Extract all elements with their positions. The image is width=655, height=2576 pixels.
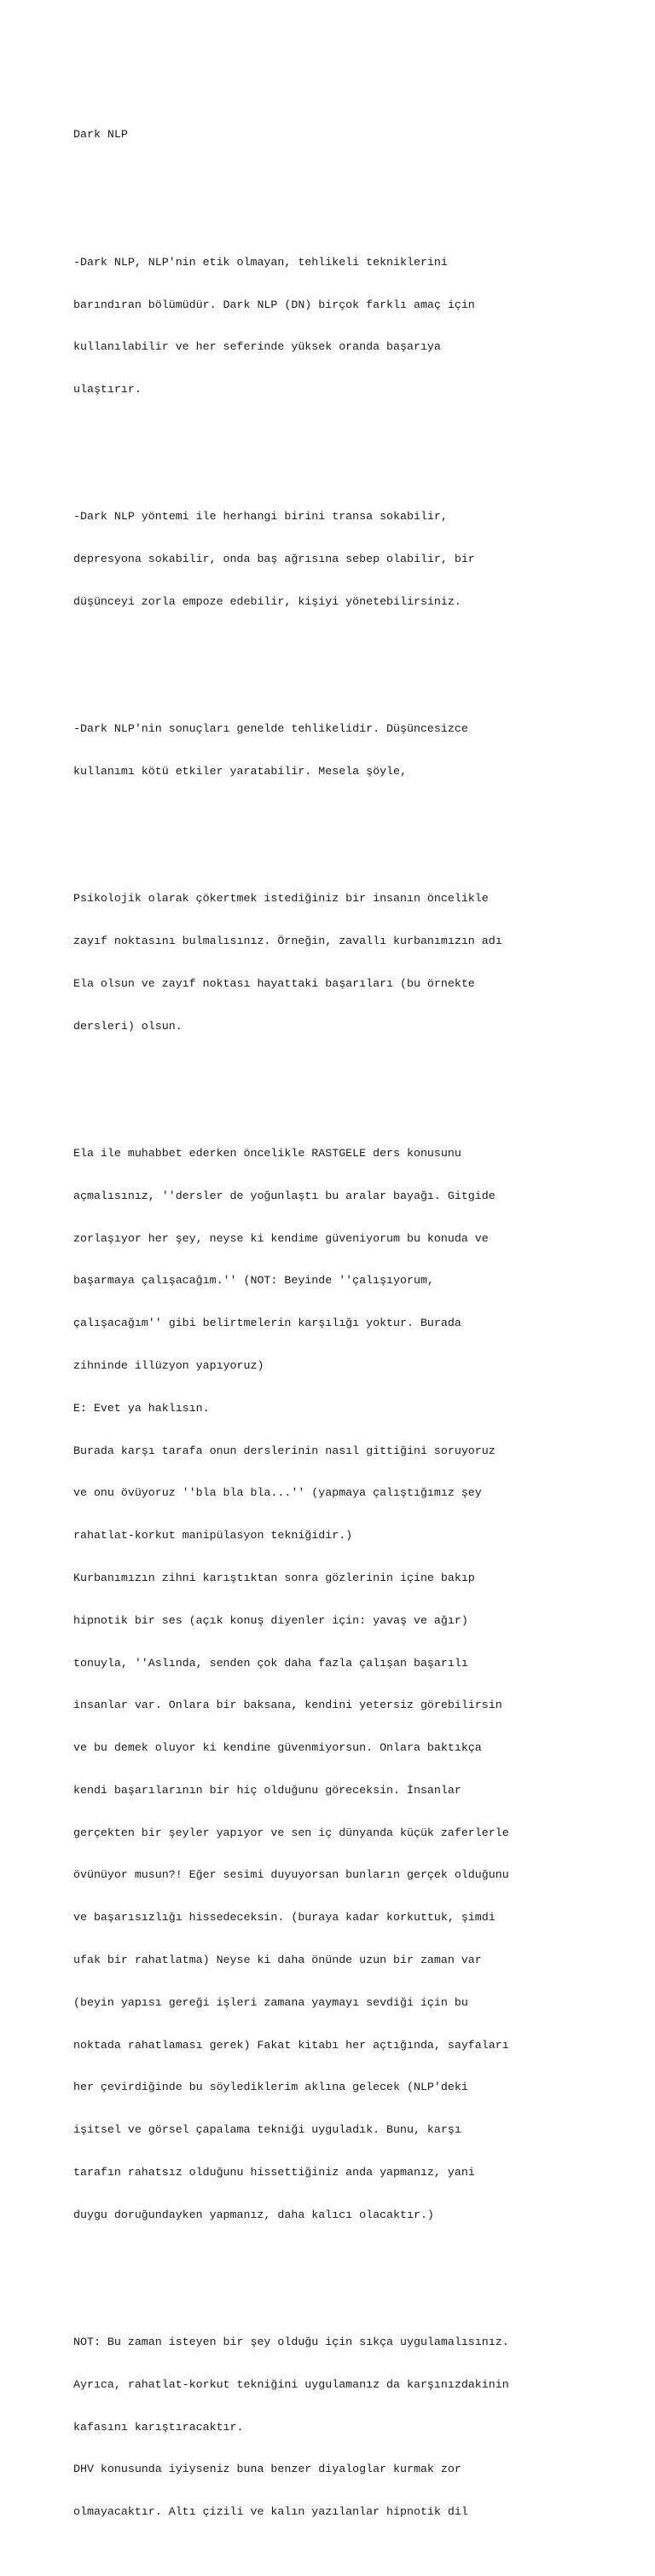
text-line: Burada karşı tarafa onun derslerinin nasıl gittiğini soruyoruz (73, 1444, 496, 1457)
text-line: çalışacağım'' gibi belirtmelerin karşılığı yoktur. Burada (73, 1317, 461, 1330)
text-line: -Dark NLP yöntemi ile herhangi birini transa sokabilir, (73, 510, 448, 524)
text-line: Psikolojik olarak çökertmek istediğiniz bir insanın öncelikle (73, 892, 489, 906)
document-title: Dark NLP (73, 128, 128, 142)
text-line: -Dark NLP, NLP'nin etik olmayan, tehlikeli tekniklerini (73, 255, 448, 269)
text-line: ve onu övüyoruz ''bla bla bla...'' (yapmaya çalıştığımız şey (73, 1486, 482, 1500)
paragraph-3 (73, 694, 653, 808)
text-line: tonuyla, ''Aslında, senden çok daha fazla çalışan başarılı (73, 1656, 468, 1670)
text-line: olmayacaktır. Altı çizili ve kalın yazılanlar hipnotik dil (73, 2505, 468, 2519)
text-line: ulaştırır. (73, 383, 142, 397)
document-title-block (73, 100, 653, 171)
text-line: kendi başarılarının bir hiç olduğunu göreceksin. İnsanlar (73, 1783, 461, 1797)
text-line: barındıran bölümüdür. Dark NLP (DN) birçok farklı amaç için (73, 298, 475, 311)
text-line: işitsel ve görsel çapalama tekniği uyguladık. Bunu, karşı (73, 2123, 461, 2137)
paragraph-4 (73, 864, 653, 1062)
text-line: ve başarısızlığı hissedeceksin. (buraya kadar korkuttuk, şimdi (73, 1911, 496, 1925)
text-line: Ela olsun ve zayıf noktası hayattaki başarıları (bu örnekte (73, 977, 475, 990)
text-line: NOT: Bu zaman isteyen bir şey olduğu için sıkça uygulamalısınız. (73, 2336, 509, 2348)
text-line: kafasını karıştıracaktır. (73, 2420, 244, 2434)
text-line: zihninde illüzyon yapıyoruz) (73, 1359, 264, 1373)
text-line: insanlar var. Onlara bir baksana, kendini yetersiz görebilirsin (73, 1699, 502, 1712)
paragraph-1 (73, 228, 653, 425)
text-line: her çevirdiğinde bu söylediklerim aklına gelecek (NLP'deki (73, 2081, 468, 2094)
text-line: zorlaşıyor her şey, neyse ki kendime güveniyorum bu konuda ve (73, 1231, 489, 1245)
text-line: zayıf noktasını bulmalısınız. Örneğin, zavallı kurbanımızın adı (73, 935, 502, 948)
text-line: açmalısınız, ''dersler de yoğunlaştı bu aralar bayağı. Gitgide (73, 1189, 496, 1202)
text-line: ve bu demek oluyor ki kendine güvenmiyorsun. Onlara baktıkça (73, 1741, 482, 1755)
text-line: noktada rahatlaması gerek) Fakat kitabı her açtığında, sayfaları (73, 2038, 509, 2052)
paragraph-6 (73, 2307, 653, 2548)
text-line: kullanılabilir ve her seferinde yüksek oranda başarıya (73, 340, 441, 354)
text-line: (beyin yapısı gereği işleri zamana yaymayı sevdiği için bu (73, 1995, 468, 2009)
text-line: Ayrıca, rahatlat-korkut tekniğini uygulamanız da karşınızdakinin (73, 2377, 509, 2391)
text-line: E: Evet ya haklısın. (73, 1401, 210, 1415)
text-line: düşünceyi zorla empoze edebilir, kişiyi yönetebilirsiniz. (73, 594, 461, 608)
text-line: başarmaya çalışacağım.'' (NOT: Beyinde ''çalışıyorum, (73, 1274, 434, 1288)
text-line: hipnotik bir ses (açık konuş diyenler için: yavaş ve ağır) (73, 1613, 468, 1627)
text-line: ufak bir rahatlatma) Neyse ki daha önünde uzun bir zaman var (73, 1953, 482, 1966)
paragraph-2 (73, 482, 653, 638)
text-line: rahatlat-korkut manipülasyon tekniğidir.) (73, 1529, 353, 1543)
document-body (73, 72, 653, 2576)
text-line: gerçekten bir şeyler yapıyor ve sen iç dünyanda küçük zaferlerle (73, 1826, 509, 1839)
text-line: duygu doruğundayken yapmanız, daha kalıcı olacaktır.) (73, 2208, 434, 2221)
text-line: depresyona sokabilir, onda baş ağrısına sebep olabilir, bir (73, 553, 475, 566)
text-line: DHV konusunda iyiyseniz buna benzer diyaloglar kurmak zor (73, 2463, 461, 2476)
text-line: Kurbanımızın zihni karıştıktan sonra gözlerinin içine bakıp (73, 1571, 475, 1584)
text-line: övünüyor musun?! Eğer sesimi duyuyorsan bunların gerçek olduğunu (73, 1868, 509, 1882)
text-line: tarafın rahatsız olduğunu hissettiğiniz anda yapmanız, yani (73, 2165, 475, 2179)
text-line: Ela ile muhabbet ederken öncelikle RASTGELE ders konusunu (73, 1147, 461, 1161)
text-line: dersleri) olsun. (73, 1019, 183, 1033)
paragraph-5 (73, 1119, 653, 2251)
text-line: -Dark NLP'nin sonuçları genelde tehlikelidir. Düşüncesizce (73, 722, 468, 736)
text-line: kullanımı kötü etkiler yaratabilir. Mesela şöyle, (73, 765, 407, 779)
